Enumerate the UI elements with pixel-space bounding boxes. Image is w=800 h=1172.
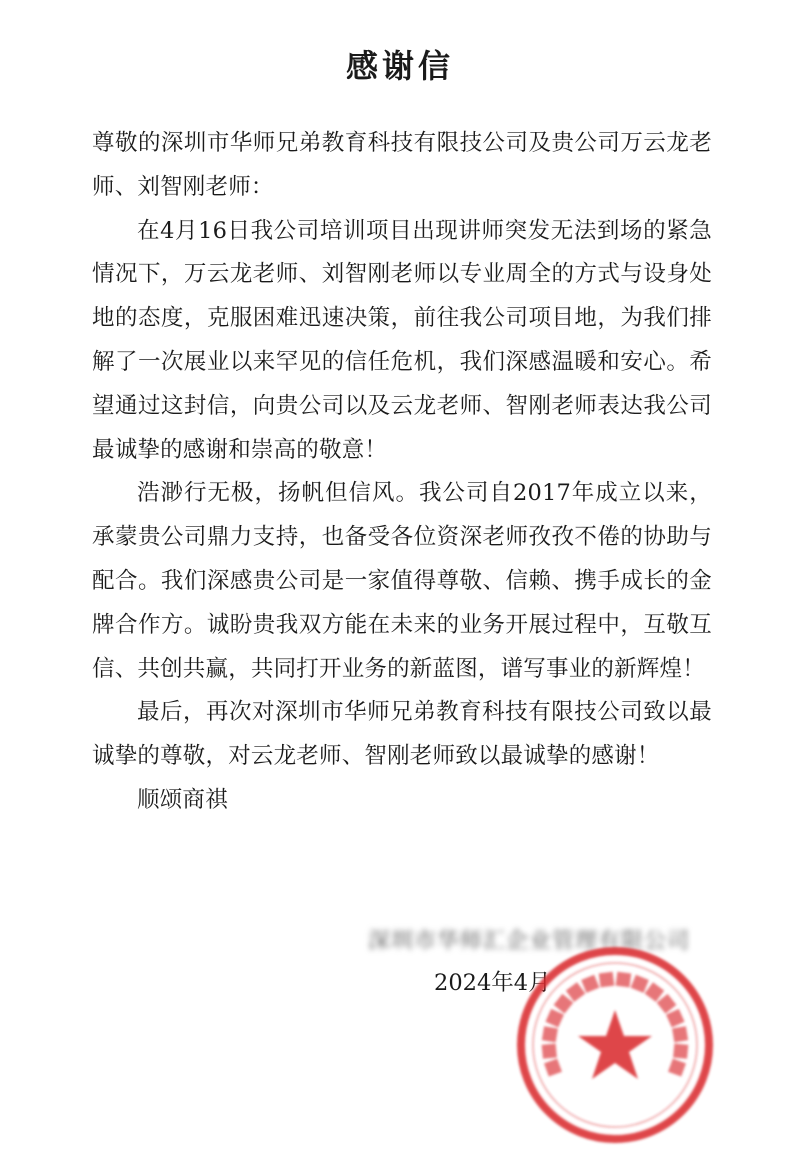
seal-glyph-mark <box>554 994 574 1014</box>
letter-date: 2024年4月 <box>434 970 551 996</box>
seal-glyph-mark <box>666 1009 684 1027</box>
seal-glyph-mark <box>542 1044 557 1059</box>
seal-glyph-mark <box>599 972 615 988</box>
seal-glyph-mark <box>581 975 599 993</box>
seal-glyph-mark <box>616 972 632 988</box>
seal-glyph-mark <box>657 994 677 1014</box>
seal-glyph-mark <box>668 1059 686 1077</box>
seal-glyph-mark <box>645 982 665 1002</box>
seal-glyph-mark <box>673 1044 688 1059</box>
letter-title: 感谢信 <box>345 47 454 85</box>
seal-glyph-mark <box>631 975 649 993</box>
sender-company: 深圳市华师汇企业管理有限公司 <box>368 929 691 954</box>
seal-glyph-mark <box>566 982 586 1002</box>
red-star-seal-icon <box>510 940 720 1150</box>
seal-glyph-mark <box>545 1009 563 1027</box>
letter-body <box>92 122 712 823</box>
signoff-block <box>360 920 700 1060</box>
paragraph-2: 浩渺行无极，扬帆但信风。我公司自2017年成立以来，承蒙贵公司鼎力支持，也备受各位资深老师孜孜不倦的协助与配合。我们深感贵公司是一家值得尊敬、信赖、携手成长的金牌合作方。诚盼贵我双方能在未来的业务开展过程中，互敬互信、共创共赢，共同打开业务的新蓝图，谱写事业的新辉煌！ <box>92 480 712 682</box>
seal-glyph-mark <box>542 1026 558 1042</box>
paragraph-3: 最后，再次对深圳市华师兄弟教育科技有限技公司致以最诚挚的尊敬，对云龙老师、智刚老师致以最诚挚的感谢！ <box>92 699 712 770</box>
paragraph-1: 在4月16日我公司培训项目出现讲师突发无法到场的紧急情况下，万云龙老师、刘智刚老师以专业周全的方式与设身处地的态度，克服困难迅速决策，前往我公司项目地，为我们排解了一次展业以来罕见的信任危机，我们深感温暖和安心。希望通过这封信，向贵公司以及云龙老师、智刚老师表达我公司最诚挚的感谢和崇高的敬意！ <box>92 217 712 463</box>
seal-glyph-mark <box>672 1026 688 1042</box>
seal-glyph-mark <box>544 1059 562 1077</box>
closing-greeting: 顺颂商祺 <box>137 786 228 813</box>
salutation: 尊敬的深圳市华师兄弟教育科技有限技公司及贵公司万云龙老师、刘智刚老师： <box>92 130 712 200</box>
